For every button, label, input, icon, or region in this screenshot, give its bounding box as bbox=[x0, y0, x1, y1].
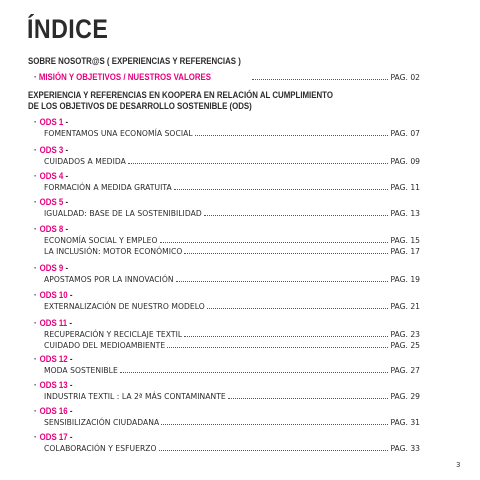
dot-leader bbox=[167, 347, 388, 348]
ods-label-text: ODS 1 bbox=[39, 117, 64, 128]
toc-row-title: RECUPERACIÓN Y RECICLAJE TEXTIL bbox=[44, 330, 183, 339]
ods-label bbox=[34, 318, 420, 329]
toc-entry-ods[interactable] bbox=[34, 224, 420, 257]
mision-label-text: MISIÓN Y OBJETIVOS / NUESTROS VALORES bbox=[38, 72, 212, 83]
toc-row-page: PAG. 07 bbox=[390, 129, 420, 138]
toc-row-title: MODA SOSTENIBLE bbox=[44, 366, 118, 375]
section-heading-about-text: SOBRE NOSOTR@S ( EXPERIENCIAS Y REFERENCIAS ) bbox=[28, 56, 241, 67]
bullet-icon: · bbox=[34, 354, 39, 365]
ods-label bbox=[34, 380, 420, 391]
toc-row-title: CUIDADO DEL MEDIOAMBIENTE bbox=[44, 341, 166, 350]
ods-label-text: ODS 16 bbox=[39, 406, 68, 417]
dot-leader bbox=[228, 398, 389, 399]
dot-leader bbox=[207, 308, 389, 309]
toc-row[interactable] bbox=[44, 329, 420, 340]
bullet-icon: · bbox=[34, 290, 39, 301]
toc-row-page: PAG. 33 bbox=[390, 444, 420, 453]
dot-leader bbox=[161, 424, 388, 425]
toc-entry-ods[interactable] bbox=[34, 171, 420, 193]
toc-row-page: PAG. 31 bbox=[390, 418, 420, 427]
toc-row[interactable] bbox=[44, 417, 420, 428]
toc-row-page: PAG. 17 bbox=[390, 247, 420, 256]
toc-row-page: PAG. 27 bbox=[390, 366, 420, 375]
ods-label bbox=[34, 224, 420, 235]
ods-label-text: ODS 10 bbox=[39, 290, 68, 301]
toc-row[interactable] bbox=[44, 274, 420, 285]
toc-row[interactable] bbox=[44, 391, 420, 402]
bullet-icon: · bbox=[34, 318, 39, 329]
ods-label bbox=[34, 432, 420, 443]
ods-label-text: ODS 3 bbox=[39, 145, 64, 156]
ods-label-dash: - bbox=[65, 145, 69, 156]
toc-row-title: ECONOMÍA SOCIAL Y EMPLEO bbox=[44, 236, 158, 245]
bullet-icon: · bbox=[34, 432, 39, 443]
toc-entry-ods[interactable] bbox=[34, 432, 420, 454]
dot-leader bbox=[184, 253, 388, 254]
ods-label-dash: - bbox=[69, 318, 73, 329]
toc-row-title: FORMACIÓN A MEDIDA GRATUITA bbox=[44, 183, 172, 192]
toc-entry-ods[interactable] bbox=[34, 354, 420, 376]
bullet-icon: · bbox=[34, 380, 39, 391]
bullet-icon: · bbox=[34, 224, 39, 235]
ods-label bbox=[34, 117, 420, 128]
toc-row[interactable] bbox=[44, 365, 420, 376]
bullet-icon: · bbox=[34, 263, 39, 274]
bullet-icon: · bbox=[34, 117, 39, 128]
toc-entry-ods[interactable] bbox=[34, 318, 420, 351]
ods-label bbox=[34, 197, 420, 208]
toc-row[interactable] bbox=[44, 301, 420, 312]
toc-entry-ods[interactable] bbox=[34, 197, 420, 219]
ods-label-text: ODS 12 bbox=[39, 354, 68, 365]
ods-label-dash: - bbox=[69, 290, 73, 301]
toc-entry-mision[interactable] bbox=[34, 72, 420, 83]
toc-row-title: INDUSTRIA TEXTIL : LA 2ª MÁS CONTAMINANTE bbox=[44, 392, 226, 401]
toc-row-title: LA INCLUSIÓN: MOTOR ECONÓMICO bbox=[44, 247, 183, 256]
dot-leader bbox=[204, 215, 389, 216]
ods-label bbox=[34, 263, 420, 274]
toc-row-page: PAG. 19 bbox=[390, 275, 420, 284]
dot-leader bbox=[159, 450, 389, 451]
bullet-icon: · bbox=[34, 406, 39, 417]
toc-row-page: PAG. 23 bbox=[390, 330, 420, 339]
page-title: ÍNDICE bbox=[27, 14, 109, 44]
toc-row-title: IGUALDAD: BASE DE LA SOSTENIBILIDAD bbox=[44, 209, 202, 218]
toc-row-page: PAG. 21 bbox=[390, 302, 420, 311]
dot-leader bbox=[184, 336, 388, 337]
dot-leader bbox=[174, 189, 389, 190]
toc-row-page: PAG. 29 bbox=[390, 392, 420, 401]
section-heading-about bbox=[28, 56, 288, 67]
toc-row-title: APOSTAMOS POR LA INNOVACIÓN bbox=[44, 275, 174, 284]
toc-entry-mision-page: PAG. 02 bbox=[390, 73, 420, 82]
ods-label-text: ODS 17 bbox=[39, 432, 68, 443]
ods-label-text: ODS 13 bbox=[39, 380, 68, 391]
toc-row[interactable] bbox=[44, 443, 420, 454]
toc-entry-ods[interactable] bbox=[34, 117, 420, 139]
ods-label bbox=[34, 171, 420, 182]
ods-label bbox=[34, 354, 420, 365]
page-number: 3 bbox=[456, 461, 461, 469]
toc-row[interactable] bbox=[44, 156, 420, 167]
ods-label bbox=[34, 290, 420, 301]
dot-leader bbox=[160, 242, 389, 243]
bullet-icon: · bbox=[34, 145, 39, 156]
toc-entry-mision-label bbox=[34, 72, 250, 83]
dot-leader bbox=[120, 372, 389, 373]
ods-label-text: ODS 9 bbox=[39, 263, 64, 274]
section-heading-ods bbox=[28, 90, 400, 112]
ods-label-dash: - bbox=[69, 354, 73, 365]
section-heading-ods-line2: DE LOS OBJETIVOS DE DESARROLLO SOSTENIBLE (ODS) bbox=[28, 101, 252, 112]
toc-row-page: PAG. 15 bbox=[390, 236, 420, 245]
ods-label bbox=[34, 406, 420, 417]
ods-label-text: ODS 8 bbox=[39, 224, 64, 235]
ods-label-dash: - bbox=[65, 117, 69, 128]
toc-row[interactable] bbox=[44, 182, 420, 193]
toc-entry-ods[interactable] bbox=[34, 263, 420, 285]
dot-leader bbox=[176, 281, 389, 282]
toc-entry-ods[interactable] bbox=[34, 406, 420, 428]
ods-label-text: ODS 5 bbox=[39, 197, 64, 208]
ods-label-dash: - bbox=[65, 224, 69, 235]
ods-label-dash: - bbox=[65, 171, 69, 182]
toc-row-title: COLABORACIÓN Y ESFUERZO bbox=[44, 444, 157, 453]
ods-label-text: ODS 11 bbox=[39, 318, 68, 329]
toc-row-page: PAG. 25 bbox=[390, 341, 420, 350]
dot-leader bbox=[252, 79, 389, 80]
toc-row[interactable] bbox=[44, 128, 420, 139]
section-heading-ods-line1: EXPERIENCIA Y REFERENCIAS EN KOOPERA EN RELACIÓN AL CUMPLIMIENTO bbox=[28, 90, 333, 101]
bullet-icon: · bbox=[34, 171, 39, 182]
toc-row-page: PAG. 11 bbox=[390, 183, 420, 192]
toc-entry-ods[interactable] bbox=[34, 145, 420, 167]
toc-row-title: FOMENTAMOS UNA ECONOMÍA SOCIAL bbox=[44, 129, 193, 138]
ods-label-dash: - bbox=[65, 197, 69, 208]
toc-row[interactable] bbox=[44, 208, 420, 219]
dot-leader bbox=[195, 135, 389, 136]
ods-label-text: ODS 4 bbox=[39, 171, 64, 182]
toc-entry-ods[interactable] bbox=[34, 290, 420, 312]
ods-label bbox=[34, 145, 420, 156]
toc-row-page: PAG. 09 bbox=[390, 157, 420, 166]
toc-row-title: CUIDADOS A MEDIDA bbox=[44, 157, 126, 166]
toc-row[interactable] bbox=[44, 340, 420, 351]
dot-leader bbox=[128, 163, 389, 164]
ods-label-dash: - bbox=[69, 380, 73, 391]
toc-row-page: PAG. 13 bbox=[390, 209, 420, 218]
bullet-icon: · bbox=[34, 72, 39, 83]
toc-row-title: SENSIBILIZACIÓN CIUDADANA bbox=[44, 418, 160, 427]
ods-label-dash: - bbox=[65, 263, 69, 274]
toc-row-title: EXTERNALIZACIÓN DE NUESTRO MODELO bbox=[44, 302, 205, 311]
toc-row[interactable] bbox=[44, 246, 420, 257]
ods-label-dash: - bbox=[69, 406, 73, 417]
toc-row[interactable] bbox=[44, 235, 420, 246]
ods-label-dash: - bbox=[69, 432, 73, 443]
bullet-icon: · bbox=[34, 197, 39, 208]
toc-entry-ods[interactable] bbox=[34, 380, 420, 402]
